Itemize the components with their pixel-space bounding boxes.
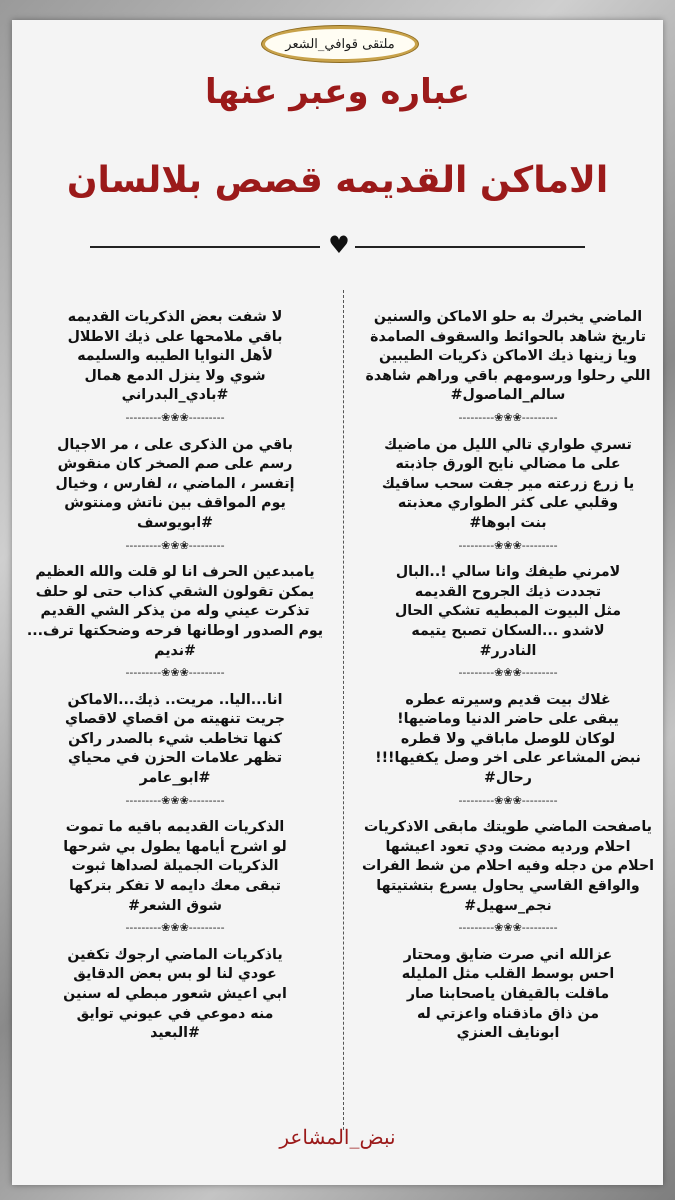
poem-line: الذكريات القديمه باقيه ما تموت — [65, 819, 285, 836]
left-poem-column — [20, 308, 330, 1044]
poem-line: باقي من الذكرى على ، مر الاجيال — [57, 436, 293, 453]
poem-line: جريت تنهيته من اقصاي لاقصاي — [64, 711, 285, 728]
poem-author: #بادي_البدراني — [121, 387, 229, 404]
poem-line: رسم على صم الصخر كان منقوش — [57, 456, 293, 473]
poem-line: عزالله اني صرت ضايق ومحتار — [403, 946, 613, 963]
poem-divider: ---------❀❀❀--------- — [125, 921, 225, 935]
separator-line-right — [355, 246, 585, 248]
poem-line: تذكرت عيني وله من يذكر الشي القديم — [40, 603, 310, 620]
poem-block — [20, 946, 330, 1044]
poem-line: ابي اعيش شعور مبطي له سنين — [63, 986, 287, 1002]
poem-line: باقي ملامحها على ذيك الاطلال — [67, 328, 283, 345]
poem-line: عودي لنا لو بس بعض الدقايق — [73, 966, 277, 983]
poem-line: الذكريات الجميلة لصداها ثبوت — [71, 858, 279, 875]
poem-line: من ذاق ماذقناه واعزتي له — [416, 1005, 600, 1022]
poem-line: احس بوسط القلب مثل المليله — [401, 966, 615, 983]
poem-line: نبض المشاعر على اخر وصل يكفيها!!! — [375, 750, 641, 767]
poem-line: لوكان للوصل ماباقي ولا قطره — [400, 730, 616, 747]
poem-divider: ---------❀❀❀--------- — [125, 410, 225, 424]
right-poem-column — [358, 308, 658, 1044]
poem-line: تظهر علامات الحزن في محياي — [67, 750, 283, 767]
poem-line: يا زرع زرعته مير جفت سحب ساقيك — [381, 475, 635, 492]
poem-author: رحال# — [484, 770, 532, 787]
poem-author: ابونايف العنزي — [456, 1025, 560, 1042]
poem-divider: ---------❀❀❀--------- — [458, 410, 558, 424]
poem-line: لأهل النوايا الطيبه والسليمه — [77, 348, 273, 365]
poem-divider: ---------❀❀❀--------- — [125, 666, 225, 680]
poem-block — [20, 691, 330, 789]
poem-line: شوي ولا ينزل الدمع همال — [84, 367, 266, 384]
poem-block — [358, 691, 658, 789]
poem-line: يوم المواقف بين ناتش ومنتوش — [64, 495, 286, 512]
poem-line: احلام ورديه مضت ودي تعود اعيشها — [385, 838, 631, 855]
poem-divider: ---------❀❀❀--------- — [458, 921, 558, 935]
poem-author: النادرر# — [479, 642, 537, 659]
poem-line: إتفسر ، الماضي ،، لفارس ، وخيال — [55, 475, 295, 492]
poem-line: ماقلت بالقيفان ياصحابنا صار — [406, 986, 610, 1002]
poem-author: سالم_الماصول# — [450, 387, 566, 404]
poem-line: تاريخ شاهد بالحوائط والسقوف الصامدة — [370, 328, 646, 345]
group-badge: ملتقى قوافي_الشعر — [262, 26, 418, 62]
poem-block — [358, 436, 658, 534]
poem-line: ياصفحت الماضي طويتك مابقى الاذكريات — [364, 819, 652, 836]
poem-line: والواقع القاسي يحاول يسرع بتشتيتها — [376, 878, 640, 895]
footer-signature: نبض_المشاعر — [279, 1125, 396, 1149]
poem-line: تجددت ذيك الجروح القديمه — [414, 583, 602, 600]
poem-block — [20, 563, 330, 661]
poem-block — [358, 946, 658, 1044]
poem-line: يوم الصدور اوطانها فرحه وضحكتها ترف... — [26, 622, 324, 639]
poem-line: يامبدعين الحرف انا لو قلت والله العظيم — [35, 564, 315, 581]
poem-divider: ---------❀❀❀--------- — [125, 793, 225, 807]
column-divider — [343, 290, 344, 1130]
poem-line: لو اشرح أيامها يطول بي شرحها — [63, 838, 287, 855]
poem-line: لا شفت بعض الذكريات القديمه — [67, 309, 283, 325]
poem-author: #ابويوسف — [136, 514, 214, 531]
separator-line-left — [90, 246, 320, 248]
poem-line: الماضي يخبرك به حلو الاماكن والسنين — [373, 309, 643, 325]
poem-line: ياذكريات الماضي ارجوك تكفين — [67, 946, 283, 963]
poem-line: كنها تخاطب شيء بالصدر راكن — [68, 730, 282, 747]
poem-line: انا...اليا.. مريت.. ذيك...الاماكن — [67, 691, 283, 708]
poem-divider: ---------❀❀❀--------- — [458, 666, 558, 680]
poem-author: بنت ابوها# — [469, 514, 547, 531]
poem-line: على ما مضالي نايح الورق جاذبته — [395, 456, 621, 473]
page-title: عباره وعبر عنها — [205, 72, 470, 112]
poem-line: مثل البيوت المبطيه تشكي الحال — [394, 603, 622, 620]
page-subtitle: الاماكن القديمه قصص بلالسان — [66, 160, 609, 201]
poem-line: تبقى معك دايمه لا تفكر بتركها — [68, 878, 282, 895]
poem-author: #البعيد — [150, 1025, 200, 1042]
poem-line: غلاك بيت قديم وسيرته عطره — [405, 691, 611, 708]
poem-block — [358, 818, 658, 916]
poem-line: احلام من دجله وفيه احلام من شط الفرات — [361, 858, 655, 875]
poem-block — [358, 308, 658, 406]
poem-line: وقلبي على كثر الطواري معذبته — [397, 495, 619, 512]
poem-author: نجم_سهيل# — [464, 897, 552, 914]
poem-block — [358, 563, 658, 661]
poem-divider: ---------❀❀❀--------- — [458, 793, 558, 807]
poem-block — [20, 436, 330, 534]
poem-author: #نديم — [154, 642, 196, 659]
poem-block — [20, 818, 330, 916]
poem-line: يمكن تقولون الشقي كذاب حتى لو حلف — [35, 583, 315, 600]
heart-icon: ♥ — [328, 231, 350, 259]
poem-line: لامرني طيفك وانا سالي !..البال — [395, 564, 621, 581]
poem-line: اللي رحلوا ورسومهم باقي وراهم شاهدة — [365, 367, 651, 384]
poem-line: تسري طواري تالي الليل من ماضيك — [384, 436, 632, 453]
poem-author: شوق الشعر# — [128, 897, 222, 914]
poem-author: #ابو_عامر — [139, 770, 211, 787]
poem-line: ويا زينها ذيك الاماكن ذكريات الطيبين — [379, 348, 637, 365]
poem-divider: ---------❀❀❀--------- — [458, 538, 558, 552]
poem-line: لاشدو ...السكان تصبح يتيمه — [411, 622, 605, 639]
poem-line: يبقى على حاضر الدنيا وماضيها! — [397, 711, 619, 728]
poem-divider: ---------❀❀❀--------- — [125, 538, 225, 552]
poem-line: منه دموعي في عيوني توايق — [76, 1005, 274, 1022]
poem-block — [20, 308, 330, 406]
